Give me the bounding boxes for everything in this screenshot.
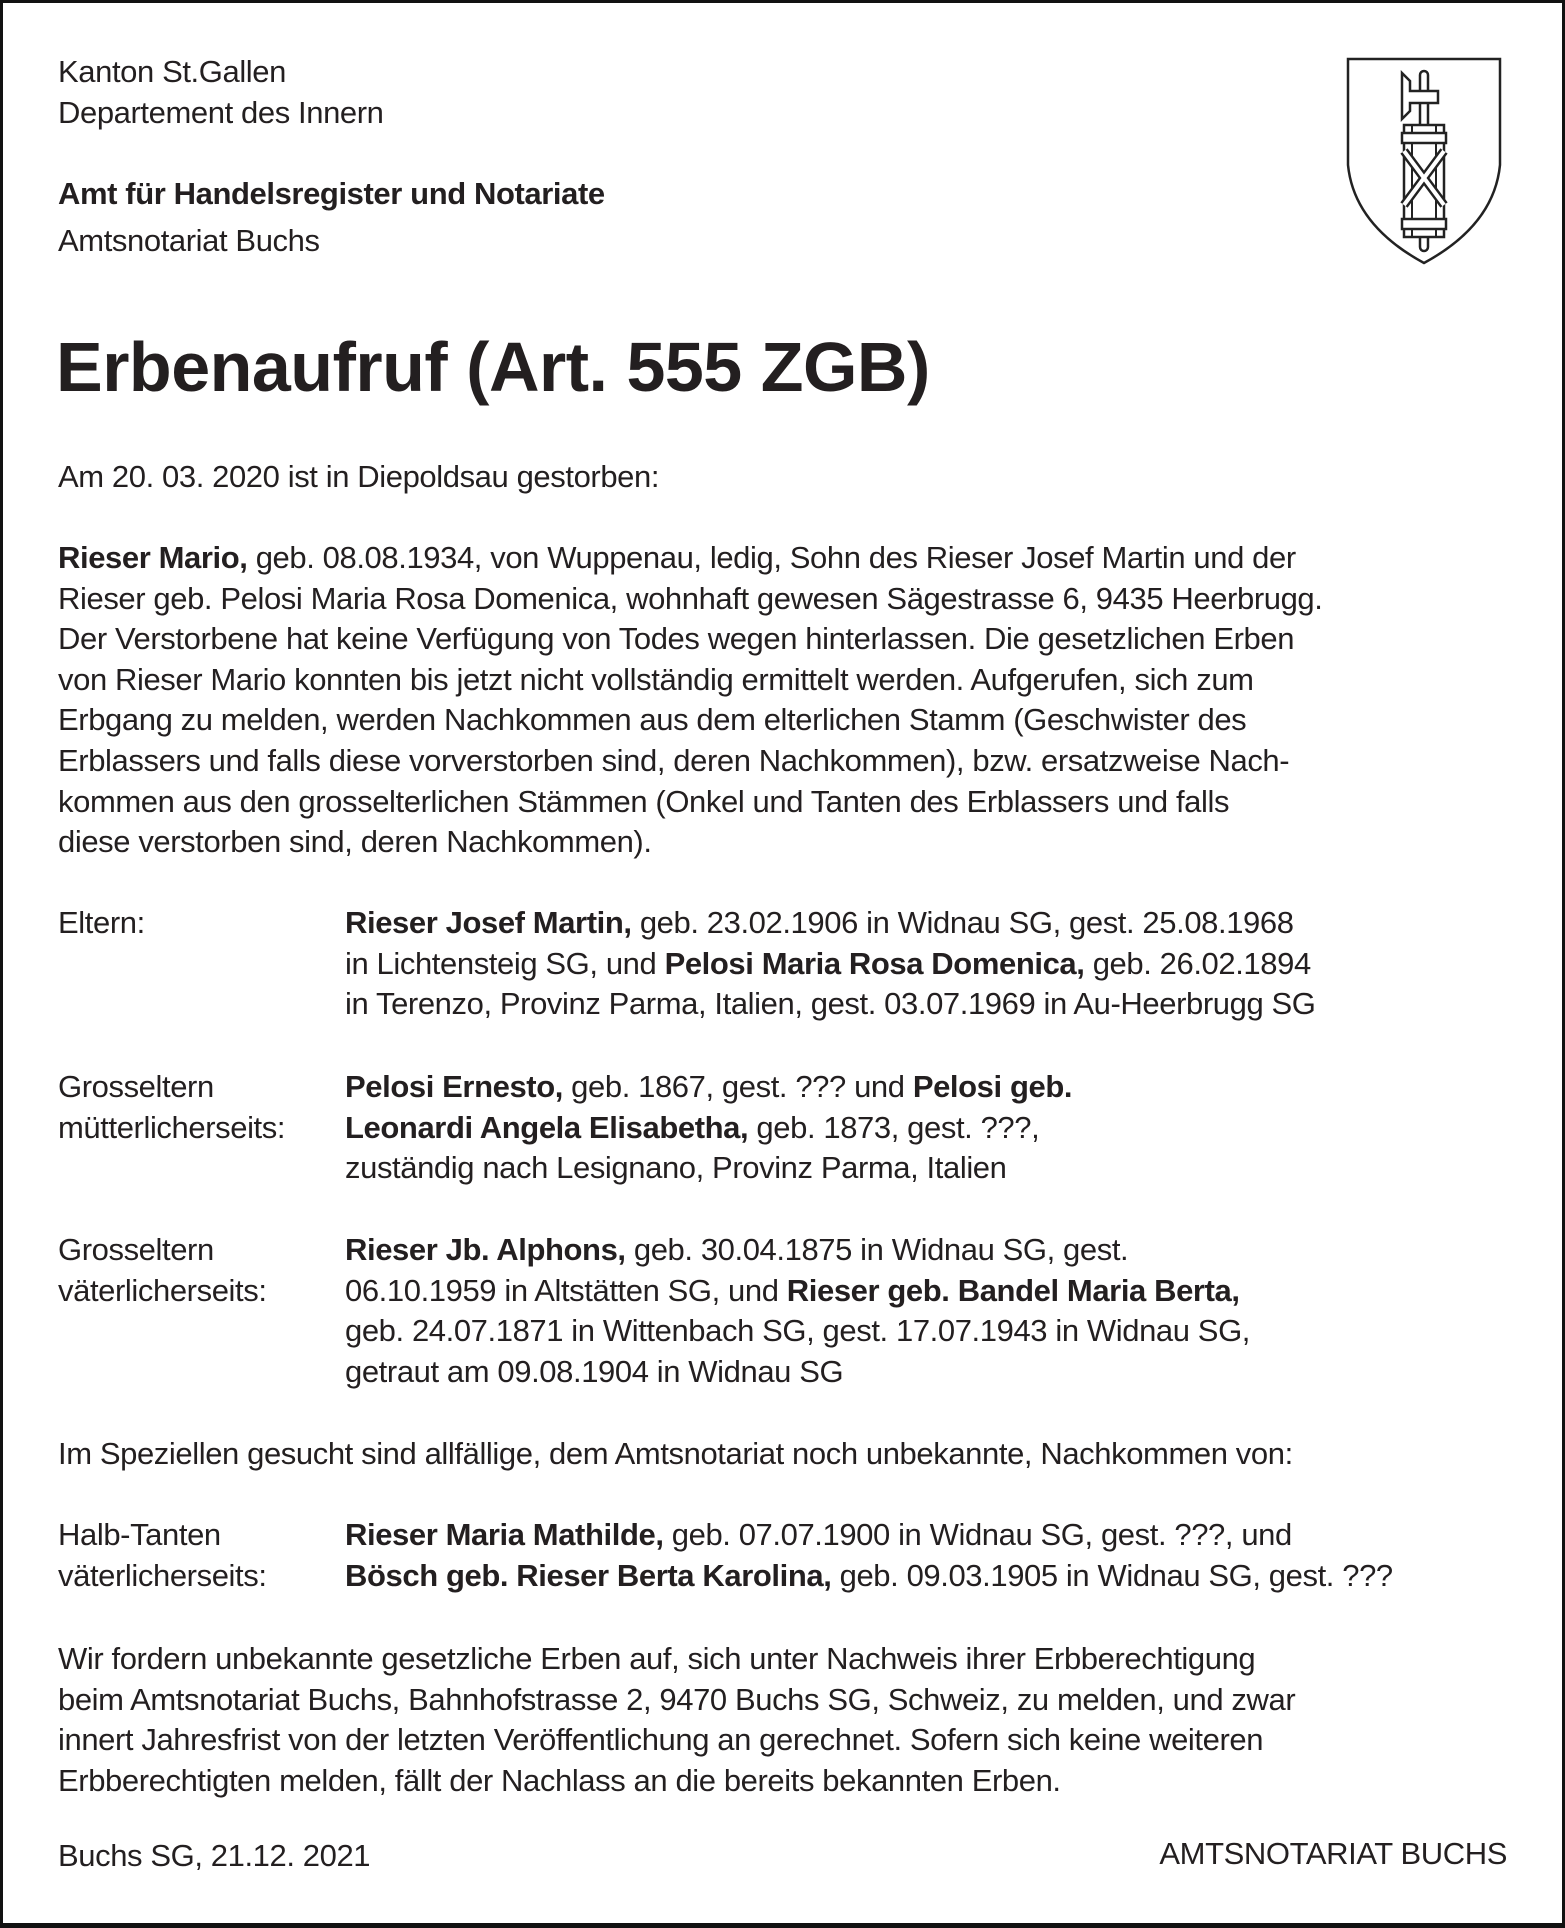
text-line (345, 944, 1316, 985)
text-segment: kommen aus den grosselterlichen Stämmen (Onkel und Tanten des Erblassers und falls (58, 783, 1230, 819)
text-segment: geb. 26.02.1894 (1084, 945, 1311, 981)
text-segment: geb. 07.07.1900 in Widnau SG, gest. ???, und (663, 1517, 1292, 1552)
relation-details (345, 1067, 1072, 1189)
main-paragraph (58, 538, 1322, 863)
text-segment: getraut am 09.08.1904 in Widnau SG (345, 1353, 844, 1389)
place-date: Buchs SG, 21.12. 2021 (58, 1838, 371, 1873)
death-notice: Am 20. 03. 2020 ist in Diepoldsau gestorben: (58, 459, 660, 494)
name-bold: Pelosi Ernesto, (345, 1069, 563, 1104)
text-line (345, 1271, 1250, 1312)
canton-name: Kanton St.Gallen (58, 54, 286, 89)
text-line: innert Jahresfrist von der letzten Veröffentlichung an gerechnet. Sofern sich keine weiteren (58, 1722, 1264, 1758)
text-segment: geb. 24.07.1871 in Wittenbach SG, gest. 17.07.1943 in Widnau SG, (345, 1313, 1251, 1349)
text-line: beim Amtsnotariat Buchs, Bahnhofstrasse 2, 9470 Buchs SG, Schweiz, zu melden, und zwar (58, 1681, 1296, 1717)
label-line: Grosseltern (58, 1232, 214, 1267)
relation-details (345, 903, 1316, 1025)
text-line (345, 1230, 1250, 1271)
text-segment: Rieser geb. Pelosi Maria Rosa Domenica, wohnhaft gewesen Sägestrasse 6, 9435 Heerbrugg. (58, 580, 1323, 616)
relation-label (58, 1515, 267, 1596)
text-line (345, 1352, 1250, 1393)
label-line: Eltern: (58, 905, 145, 940)
text-segment: von Rieser Mario konnten bis jetzt nicht vollständig ermittelt werden. Aufgerufen, sich zum (58, 661, 1254, 697)
text-line: Wir fordern unbekannte gesetzliche Erben auf, sich unter Nachweis ihrer Erbberechtigung (58, 1641, 1256, 1676)
text-line (58, 579, 1322, 620)
text-line (58, 700, 1322, 741)
special-search-text: Im Speziellen gesucht sind allfällige, dem Amtsnotariat noch unbekannte, Nachkommen von: (58, 1436, 1293, 1471)
text-segment: diese verstorben sind, deren Nachkommen). (58, 824, 652, 860)
text-line (345, 1067, 1072, 1108)
relation-label (58, 903, 145, 944)
text-line (58, 822, 1322, 863)
text-segment: geb. 1873, gest. ???, (748, 1109, 1040, 1145)
text-line: Erbberechtigten melden, fällt der Nachlass an die bereits bekannten Erben. (58, 1762, 1061, 1798)
text-line (345, 1311, 1250, 1352)
name-bold: Leonardi Angela Elisabetha, (345, 1109, 749, 1145)
text-segment: geb. 1867, gest. ??? und (562, 1069, 913, 1104)
name-bold: Pelosi Maria Rosa Domenica, (664, 945, 1085, 981)
text-segment: Der Verstorbene hat keine Verfügung von Todes wegen hinterlassen. Die gesetzlichen Erben (58, 621, 1295, 657)
text-line (345, 1556, 1393, 1597)
text-line (58, 782, 1322, 823)
label-line: Grosseltern (58, 1069, 214, 1104)
name-bold: Rieser Maria Mathilde, (345, 1517, 664, 1552)
label-line: väterlicherseits: (58, 1557, 267, 1593)
office-header (58, 174, 605, 261)
text-segment: 06.10.1959 in Altstätten SG, und (345, 1272, 787, 1308)
text-segment: geb. 08.08.1934, von Wuppenau, ledig, Sohn des Rieser Josef Martin und der (247, 540, 1296, 575)
text-line (58, 660, 1322, 701)
name-bold: Bösch geb. Rieser Berta Karolina, (345, 1557, 832, 1593)
department-name: Departement des Innern (58, 94, 384, 130)
name-bold: Rieser geb. Bandel Maria Berta, (786, 1272, 1240, 1308)
relation-label (58, 1230, 267, 1311)
relation-details (345, 1515, 1393, 1596)
label-line: Halb-Tanten (58, 1517, 221, 1552)
text-line (58, 538, 1322, 579)
text-segment: geb. 23.02.1906 in Widnau SG, gest. 25.08.1968 (631, 905, 1294, 940)
notary-office-name: Amtsnotariat Buchs (58, 222, 320, 258)
name-bold: Rieser Josef Martin, (345, 905, 632, 940)
authority-header (58, 52, 384, 133)
text-line (345, 1108, 1072, 1149)
signature: AMTSNOTARIAT BUCHS (1159, 1836, 1507, 1871)
text-segment: in Terenzo, Provinz Parma, Italien, gest. 03.07.1969 in Au-Heerbrugg SG (345, 986, 1316, 1022)
page-title: Erbenaufruf (Art. 555 ZGB) (56, 328, 930, 406)
text-line (58, 619, 1322, 660)
name-bold: Rieser Jb. Alphons, (345, 1232, 626, 1267)
text-line (58, 741, 1322, 782)
text-line (345, 1148, 1072, 1189)
text-segment: in Lichtensteig SG, und (345, 945, 665, 981)
name-bold: Pelosi geb. (912, 1069, 1073, 1104)
closing-paragraph (58, 1639, 1295, 1801)
label-line: väterlicherseits: (58, 1272, 267, 1308)
office-name: Amt für Handelsregister und Notariate (58, 176, 605, 211)
text-segment: geb. 30.04.1875 in Widnau SG, gest. (625, 1232, 1129, 1267)
name-bold: Rieser Mario, (58, 540, 248, 575)
text-line (345, 903, 1316, 944)
label-line: mütterlicherseits: (58, 1109, 286, 1145)
text-line (345, 1515, 1393, 1556)
text-segment: Erblassers und falls diese vorverstorben sind, deren Nachkommen), bzw. ersatzweise Nach- (58, 742, 1290, 778)
relation-label (58, 1067, 285, 1148)
text-segment: zuständig nach Lesignano, Provinz Parma, Italien (345, 1150, 1007, 1186)
relation-details (345, 1230, 1250, 1392)
coat-of-arms-icon (1344, 55, 1504, 267)
text-segment: geb. 09.03.1905 in Widnau SG, gest. ??? (831, 1557, 1393, 1593)
text-line (345, 984, 1316, 1025)
text-segment: Erbgang zu melden, werden Nachkommen aus dem elterlichen Stamm (Geschwister des (58, 702, 1247, 738)
